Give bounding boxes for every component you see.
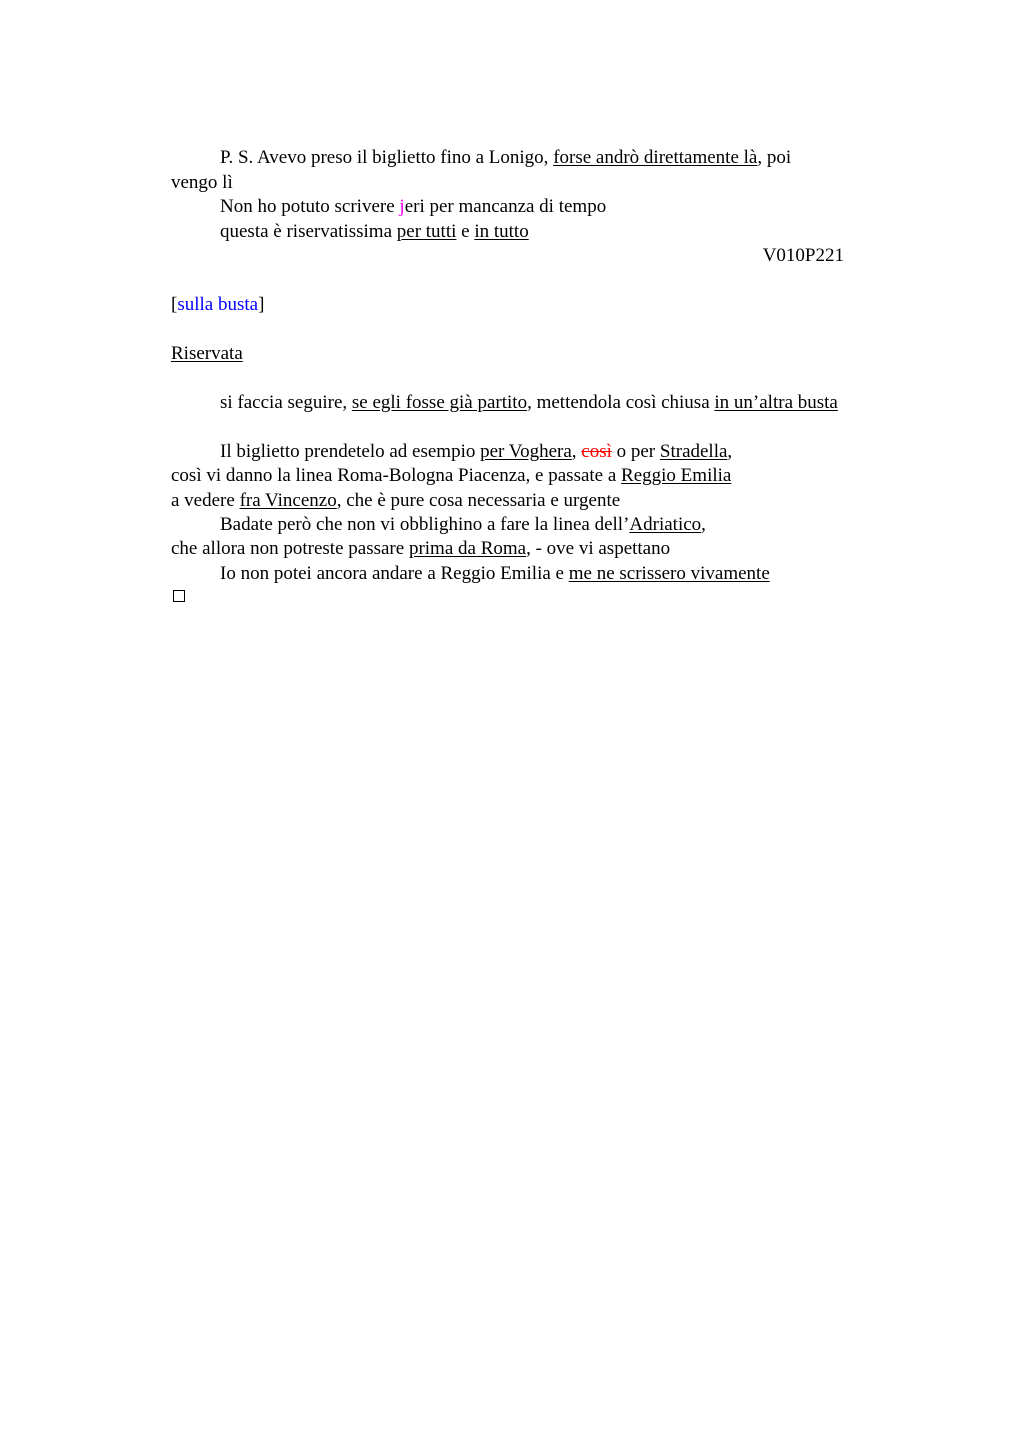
text: a vedere xyxy=(171,490,240,511)
text: P. S. Avevo preso il biglietto fino a Lonigo, xyxy=(220,147,554,168)
bracket: ] xyxy=(258,294,265,315)
text: Badate però che non vi obblighino a fare la linea dell’ xyxy=(220,514,630,535)
para-line-5 xyxy=(171,537,670,562)
text: questa è riservatissima xyxy=(220,221,397,242)
text: , xyxy=(701,514,706,535)
underlined-text: se egli fosse già partito xyxy=(351,392,528,413)
underlined-text: prima da Roma xyxy=(408,538,527,559)
underlined-text: fra Vincenzo xyxy=(239,490,337,511)
forward-line xyxy=(220,391,838,416)
text: così vi danno la linea Roma-Bologna Piacenza, e passate a xyxy=(171,465,622,486)
text: o per xyxy=(611,441,660,462)
underlined-text: in tutto xyxy=(474,221,529,242)
ps-line-1 xyxy=(220,146,791,171)
text: eri per mancanza di tempo xyxy=(404,196,607,217)
text: , mettendola così chiusa xyxy=(527,392,715,413)
text: che allora non potreste passare xyxy=(171,538,409,559)
underlined-text: Reggio Emilia xyxy=(621,465,732,486)
checkbox-square-icon xyxy=(173,590,185,602)
text: , che è pure cosa necessaria e urgente xyxy=(336,490,621,511)
text: Il biglietto prendetelo ad esempio xyxy=(220,441,481,462)
text: , - ove vi aspettano xyxy=(526,538,671,559)
text: , xyxy=(571,441,582,462)
underlined-text: in un’altra busta xyxy=(714,392,838,413)
text: si faccia seguire, xyxy=(220,392,352,413)
bracket: [ xyxy=(171,294,178,315)
underlined-text: Adriatico xyxy=(629,514,702,535)
text: , poi xyxy=(757,147,792,168)
deleted-text: così xyxy=(581,441,612,462)
document-reference: V010P221 xyxy=(762,245,844,266)
magenta-correction: j xyxy=(399,196,405,217)
para-line-1 xyxy=(220,440,732,465)
riservata-heading: Riservata xyxy=(171,343,243,364)
text: Io non potei ancora andare a Reggio Emilia e xyxy=(220,563,569,584)
text: Non ho potuto scrivere xyxy=(220,196,400,217)
para-line-6 xyxy=(220,562,770,587)
para-line-4 xyxy=(220,513,706,538)
underlined-text: per Voghera xyxy=(480,441,572,462)
underlined-text: per tutti xyxy=(396,221,457,242)
text: e xyxy=(456,221,475,242)
ps-line-3 xyxy=(220,195,606,220)
envelope-label: sulla busta xyxy=(177,294,259,315)
text: , xyxy=(727,441,733,462)
underlined-text: me ne scrissero vivamente xyxy=(568,563,770,584)
para-line-3 xyxy=(171,489,620,514)
ps-line-4 xyxy=(220,220,529,245)
para-line-2 xyxy=(171,464,731,489)
envelope-note xyxy=(171,293,264,318)
ps-line-2: vengo lì xyxy=(171,172,233,193)
underlined-text: Stradella xyxy=(659,441,728,462)
underlined-text: forse andrò direttamente là xyxy=(553,147,758,168)
